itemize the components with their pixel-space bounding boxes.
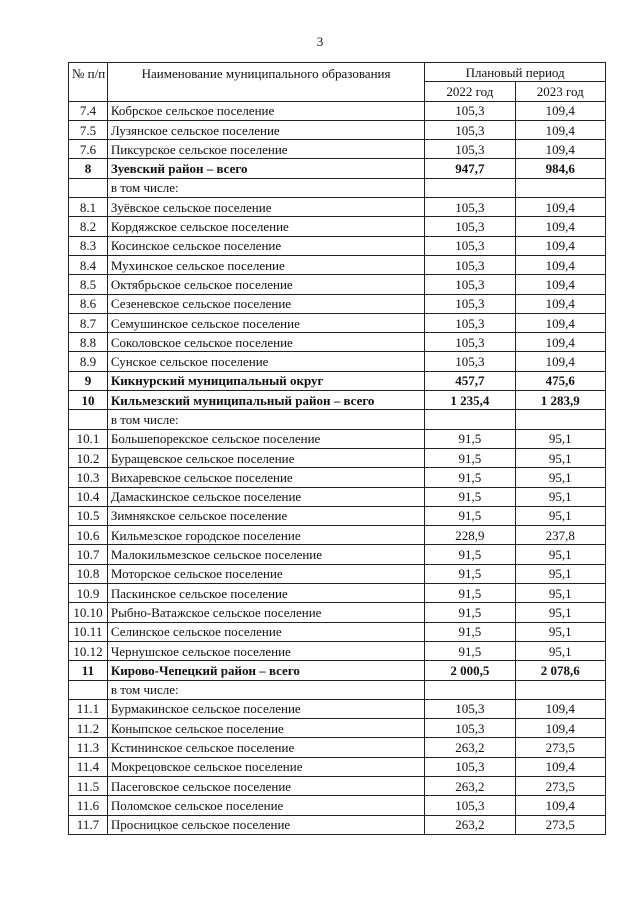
row-number: 8.1 — [69, 198, 108, 217]
table-header — [69, 63, 606, 102]
row-name: Паскинское сельское поселение — [107, 584, 424, 603]
row-value-2022 — [425, 178, 515, 197]
row-value-2022: 263,2 — [425, 738, 515, 757]
table-row — [69, 603, 606, 622]
row-value-2022: 457,7 — [425, 371, 515, 390]
row-name: Бурмакинское сельское поселение — [107, 699, 424, 718]
row-number: 8.7 — [69, 313, 108, 332]
row-value-2022: 105,3 — [425, 140, 515, 159]
row-value-2022: 91,5 — [425, 468, 515, 487]
table-row — [69, 448, 606, 467]
table-row — [69, 757, 606, 776]
row-number: 11.1 — [69, 699, 108, 718]
row-name: Соколовское сельское поселение — [107, 333, 424, 352]
row-value-2022 — [425, 680, 515, 699]
table-row — [69, 564, 606, 583]
row-value-2023: 95,1 — [515, 468, 605, 487]
row-number: 10.7 — [69, 545, 108, 564]
row-value-2022: 105,3 — [425, 796, 515, 815]
table-row — [69, 313, 606, 332]
row-number: 10.3 — [69, 468, 108, 487]
row-name: Пиксурское сельское поселение — [107, 140, 424, 159]
table-row — [69, 738, 606, 757]
row-value-2023: 95,1 — [515, 603, 605, 622]
row-value-2023: 237,8 — [515, 526, 605, 545]
row-value-2023: 95,1 — [515, 622, 605, 641]
row-name: Мухинское сельское поселение — [107, 255, 424, 274]
row-name: Кордяжское сельское поселение — [107, 217, 424, 236]
row-value-2022: 91,5 — [425, 641, 515, 660]
table-row — [69, 140, 606, 159]
table-row — [69, 719, 606, 738]
row-value-2023: 273,5 — [515, 738, 605, 757]
row-number: 8.8 — [69, 333, 108, 352]
row-value-2023 — [515, 178, 605, 197]
table-row — [69, 661, 606, 680]
table-row — [69, 198, 606, 217]
row-value-2023 — [515, 410, 605, 429]
row-name: Зуёвское сельское поселение — [107, 198, 424, 217]
table-row — [69, 410, 606, 429]
row-number: 10.2 — [69, 448, 108, 467]
row-name: Пасеговское сельское поселение — [107, 776, 424, 795]
row-name: Буращевское сельское поселение — [107, 448, 424, 467]
row-number: 10.4 — [69, 487, 108, 506]
row-number: 8.2 — [69, 217, 108, 236]
row-value-2023: 95,1 — [515, 487, 605, 506]
row-value-2023: 95,1 — [515, 448, 605, 467]
row-name: Просницкое сельское поселение — [107, 815, 424, 834]
header-year-2022: 2022 год — [425, 82, 515, 101]
header-num: № п/п — [69, 63, 108, 102]
table-row — [69, 371, 606, 390]
row-value-2022: 2 000,5 — [425, 661, 515, 680]
row-number: 11.6 — [69, 796, 108, 815]
row-number: 7.6 — [69, 140, 108, 159]
row-value-2022: 947,7 — [425, 159, 515, 178]
row-number: 8.5 — [69, 275, 108, 294]
table-row — [69, 776, 606, 795]
table-row — [69, 622, 606, 641]
row-name: Кстининское сельское поселение — [107, 738, 424, 757]
row-name: Сунское сельское поселение — [107, 352, 424, 371]
row-value-2023: 475,6 — [515, 371, 605, 390]
table-row — [69, 699, 606, 718]
row-number: 10.10 — [69, 603, 108, 622]
page-number: 3 — [316, 34, 324, 49]
row-name: Лузянское сельское поселение — [107, 120, 424, 139]
row-value-2022: 105,3 — [425, 313, 515, 332]
row-value-2023: 109,4 — [515, 275, 605, 294]
budget-table — [68, 62, 606, 835]
row-value-2022: 91,5 — [425, 603, 515, 622]
row-name: Семушинское сельское поселение — [107, 313, 424, 332]
row-value-2022: 105,3 — [425, 101, 515, 120]
header-year-2023: 2023 год — [515, 82, 605, 101]
row-value-2023: 95,1 — [515, 545, 605, 564]
row-value-2023: 109,4 — [515, 352, 605, 371]
row-value-2022: 105,3 — [425, 699, 515, 718]
row-value-2023: 109,4 — [515, 699, 605, 718]
row-number: 8.9 — [69, 352, 108, 371]
row-name: Большепорекское сельское поселение — [107, 429, 424, 448]
row-number: 7.5 — [69, 120, 108, 139]
row-value-2022: 263,2 — [425, 776, 515, 795]
table-body — [69, 101, 606, 834]
row-value-2022: 105,3 — [425, 352, 515, 371]
row-number: 11.5 — [69, 776, 108, 795]
table-row — [69, 584, 606, 603]
row-number — [69, 410, 108, 429]
row-value-2022: 91,5 — [425, 487, 515, 506]
row-value-2023: 273,5 — [515, 815, 605, 834]
row-name: Коныпское сельское поселение — [107, 719, 424, 738]
row-value-2022: 91,5 — [425, 448, 515, 467]
table-row — [69, 526, 606, 545]
row-value-2023: 109,4 — [515, 140, 605, 159]
row-value-2022: 105,3 — [425, 198, 515, 217]
row-value-2022: 105,3 — [425, 255, 515, 274]
table-row — [69, 120, 606, 139]
row-value-2022: 105,3 — [425, 236, 515, 255]
row-value-2022: 91,5 — [425, 506, 515, 525]
row-value-2023: 95,1 — [515, 564, 605, 583]
row-value-2023: 109,4 — [515, 796, 605, 815]
table-row — [69, 352, 606, 371]
table-row — [69, 275, 606, 294]
table-row — [69, 429, 606, 448]
row-value-2023: 109,4 — [515, 236, 605, 255]
row-number: 9 — [69, 371, 108, 390]
row-number: 10.9 — [69, 584, 108, 603]
row-value-2023: 109,4 — [515, 294, 605, 313]
row-value-2022: 91,5 — [425, 545, 515, 564]
table-row — [69, 236, 606, 255]
row-value-2023: 2 078,6 — [515, 661, 605, 680]
table-row — [69, 468, 606, 487]
row-value-2022: 105,3 — [425, 294, 515, 313]
row-value-2022 — [425, 410, 515, 429]
table-row — [69, 487, 606, 506]
row-name: Кобрское сельское поселение — [107, 101, 424, 120]
row-value-2023: 109,4 — [515, 255, 605, 274]
row-name: Кикнурский муниципальный округ — [107, 371, 424, 390]
row-name: Селинское сельское поселение — [107, 622, 424, 641]
row-value-2022: 105,3 — [425, 217, 515, 236]
table-row — [69, 178, 606, 197]
row-name: Чернушское сельское поселение — [107, 641, 424, 660]
row-number: 10 — [69, 391, 108, 410]
row-number: 11.4 — [69, 757, 108, 776]
row-number: 10.12 — [69, 641, 108, 660]
row-value-2022: 105,3 — [425, 333, 515, 352]
row-name: в том числе: — [107, 410, 424, 429]
row-number: 10.6 — [69, 526, 108, 545]
row-name: Сезеневское сельское поселение — [107, 294, 424, 313]
row-name: Кильмезский муниципальный район – всего — [107, 391, 424, 410]
row-value-2022: 91,5 — [425, 584, 515, 603]
row-name: Поломское сельское поселение — [107, 796, 424, 815]
row-number: 8.4 — [69, 255, 108, 274]
row-value-2023: 109,4 — [515, 313, 605, 332]
row-value-2022: 105,3 — [425, 275, 515, 294]
row-value-2022: 228,9 — [425, 526, 515, 545]
row-value-2023: 109,4 — [515, 120, 605, 139]
table-row — [69, 159, 606, 178]
row-value-2022: 105,3 — [425, 120, 515, 139]
row-value-2023: 95,1 — [515, 429, 605, 448]
row-number: 10.1 — [69, 429, 108, 448]
row-value-2023: 109,4 — [515, 757, 605, 776]
row-number — [69, 178, 108, 197]
table-row — [69, 294, 606, 313]
row-value-2023: 109,4 — [515, 217, 605, 236]
row-name: в том числе: — [107, 680, 424, 699]
row-value-2023 — [515, 680, 605, 699]
row-number: 8 — [69, 159, 108, 178]
row-name: Косинское сельское поселение — [107, 236, 424, 255]
row-name: Октябрьское сельское поселение — [107, 275, 424, 294]
row-value-2022: 91,5 — [425, 429, 515, 448]
row-number: 10.8 — [69, 564, 108, 583]
row-value-2023: 95,1 — [515, 584, 605, 603]
row-value-2022: 105,3 — [425, 757, 515, 776]
row-value-2023: 109,4 — [515, 101, 605, 120]
row-value-2022: 263,2 — [425, 815, 515, 834]
row-number: 11 — [69, 661, 108, 680]
row-value-2023: 1 283,9 — [515, 391, 605, 410]
row-value-2023: 109,4 — [515, 719, 605, 738]
row-number: 10.5 — [69, 506, 108, 525]
row-number: 11.7 — [69, 815, 108, 834]
table-row — [69, 506, 606, 525]
row-value-2023: 95,1 — [515, 641, 605, 660]
row-name: Кильмезское городское поселение — [107, 526, 424, 545]
row-name: Дамаскинское сельское поселение — [107, 487, 424, 506]
row-number: 7.4 — [69, 101, 108, 120]
row-value-2023: 95,1 — [515, 506, 605, 525]
table-row — [69, 815, 606, 834]
row-name: Моторское сельское поселение — [107, 564, 424, 583]
header-name: Наименование муниципального образования — [107, 63, 424, 102]
table-row — [69, 101, 606, 120]
row-number — [69, 680, 108, 699]
table-row — [69, 680, 606, 699]
table-row — [69, 333, 606, 352]
table-row — [69, 796, 606, 815]
row-name: Вихаревское сельское поселение — [107, 468, 424, 487]
row-value-2023: 109,4 — [515, 333, 605, 352]
row-number: 10.11 — [69, 622, 108, 641]
table-row — [69, 217, 606, 236]
row-number: 11.3 — [69, 738, 108, 757]
row-value-2022: 91,5 — [425, 622, 515, 641]
row-name: Кирово-Чепецкий район – всего — [107, 661, 424, 680]
row-number: 8.3 — [69, 236, 108, 255]
row-value-2023: 109,4 — [515, 198, 605, 217]
row-value-2022: 91,5 — [425, 564, 515, 583]
row-number: 11.2 — [69, 719, 108, 738]
row-name: в том числе: — [107, 178, 424, 197]
table-row — [69, 545, 606, 564]
row-value-2022: 105,3 — [425, 719, 515, 738]
table-row — [69, 255, 606, 274]
row-number: 8.6 — [69, 294, 108, 313]
row-name: Малокильмезское сельское поселение — [107, 545, 424, 564]
row-value-2023: 273,5 — [515, 776, 605, 795]
row-value-2023: 984,6 — [515, 159, 605, 178]
row-name: Мокрецовское сельское поселение — [107, 757, 424, 776]
row-name: Рыбно-Ватажское сельское поселение — [107, 603, 424, 622]
table-row — [69, 641, 606, 660]
header-period: Плановый период — [425, 63, 606, 82]
table-row — [69, 391, 606, 410]
row-name: Зимнякское сельское поселение — [107, 506, 424, 525]
row-value-2022: 1 235,4 — [425, 391, 515, 410]
row-name: Зуевский район – всего — [107, 159, 424, 178]
